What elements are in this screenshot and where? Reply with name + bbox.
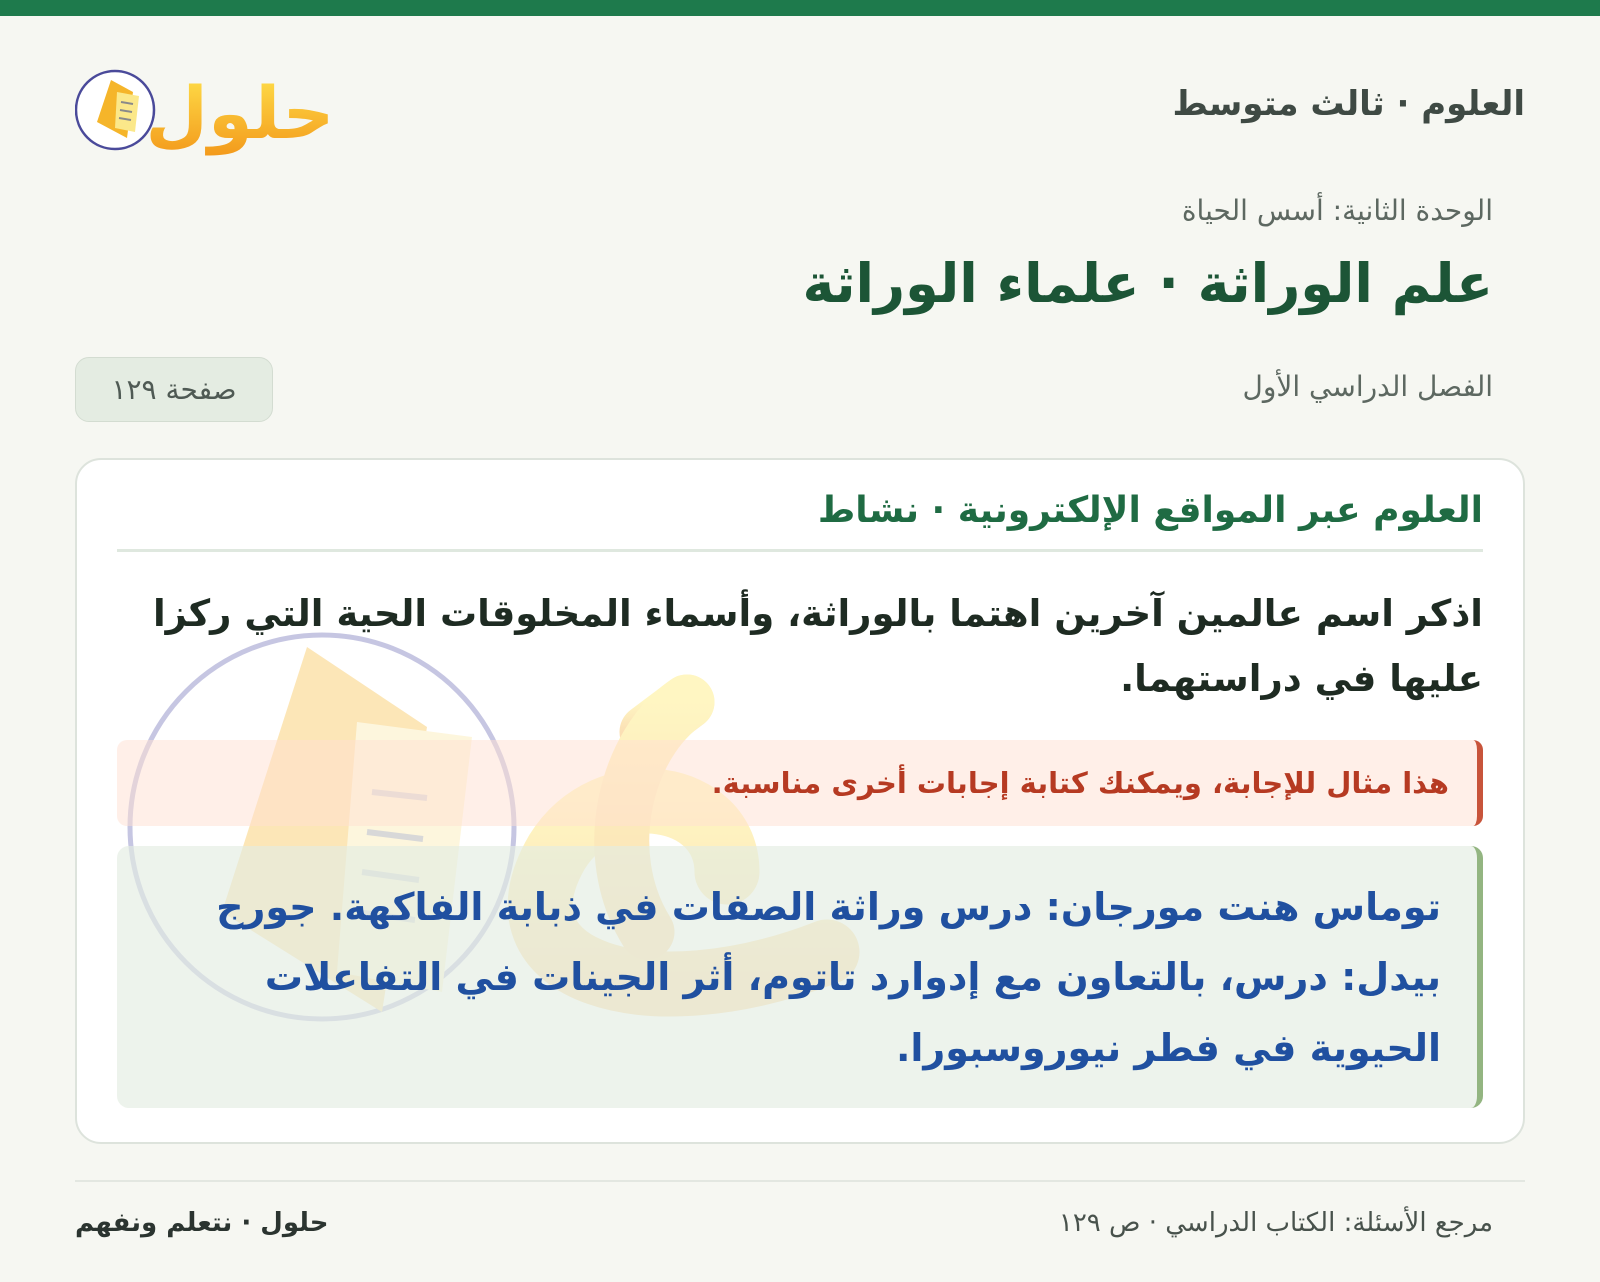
activity-card [75,458,1525,1144]
answer-note-text: هذا مثال للإجابة، ويمكنك كتابة إجابات أخرى مناسبة. [711,766,1449,800]
page-number-badge: صفحة ١٢٩ [75,357,273,422]
semester-label: الفصل الدراسي الأول [1242,370,1493,403]
logo-wordmark: حلول [145,71,335,155]
footer-brand: حلول · نتعلم ونفهم [75,1208,329,1238]
answer-text: توماس هنت مورجان: درس وراثة الصفات في ذبابة الفاكهة. جورج بيدل: درس، بالتعاون مع إدوارد تاتوم، أثر الجينات في التفاعلات الحيوية في فطر نيوروسبورا. [216,885,1441,1070]
footer-reference: مرجع الأسئلة: الكتاب الدراسي · ص ١٢٩ [1058,1208,1493,1238]
page-title: علم الوراثة · علماء الوراثة [802,252,1493,315]
page-header [75,52,1525,162]
answer-note [117,740,1483,826]
footer-divider [75,1180,1525,1182]
book-logo-icon [75,52,335,162]
subject-grade-label: العلوم · ثالث متوسط [1172,84,1525,124]
question-text: اذكر اسم عالمين آخرين اهتما بالوراثة، وأسماء المخلوقات الحية التي ركزا عليها في دراستهما. [152,592,1483,700]
activity-heading: العلوم عبر المواقع الإلكترونية · نشاط [117,490,1483,552]
top-accent-bar [0,0,1600,16]
unit-label: الوحدة الثانية: أسس الحياة [1181,194,1493,227]
answer-box [117,846,1483,1108]
